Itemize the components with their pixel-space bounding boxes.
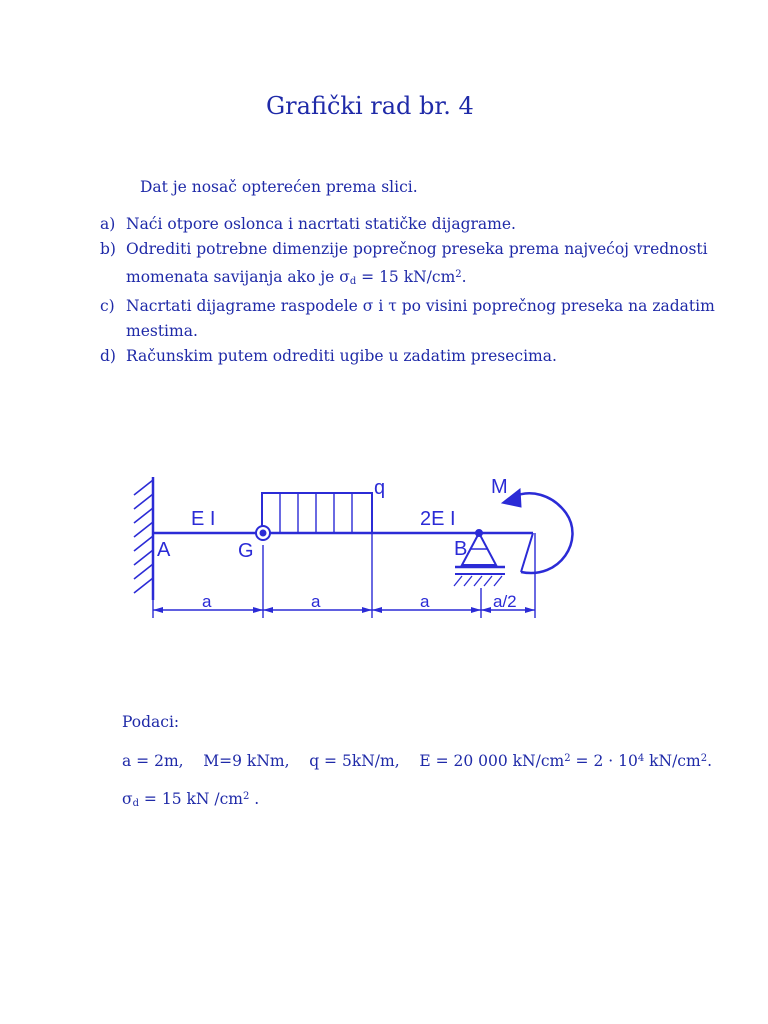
data-text: . [249, 790, 260, 808]
task-text-part: . [461, 268, 467, 286]
task-text-part: = 15 kN/cm [356, 268, 456, 286]
data-line-2 [122, 790, 259, 809]
dim-label-2: a [311, 592, 321, 611]
task-text-part: Nacrtati dijagrame raspodele [126, 297, 363, 315]
superscript: 4 [637, 753, 645, 764]
label-a: A [157, 539, 171, 561]
label-2ei: 2E I [420, 508, 456, 530]
data-text: kN/cm [644, 752, 701, 770]
data-text: = 2 · 10 [570, 752, 638, 770]
task-text: Računskim putem odrediti ugibe u zadatim presecima. [126, 347, 557, 365]
label-g: G [238, 540, 254, 562]
distributed-load [262, 493, 372, 533]
data-line-1 [122, 752, 712, 770]
label-q: q [374, 477, 386, 499]
hinge-g-center [261, 531, 266, 536]
label-ei: E I [191, 508, 216, 530]
task-text-part: po visini poprečnog preseka na zadatim mestima. [126, 297, 715, 340]
wall-hatching [134, 480, 153, 593]
sigma-symbol: σ [122, 790, 133, 808]
superscript: 2 [242, 791, 250, 802]
label-b: B [454, 538, 468, 560]
unit-superscript: 2 [455, 269, 462, 280]
dim-label-1: a [202, 592, 212, 611]
task-label: d) [100, 347, 116, 365]
sigma-symbol: σ [339, 268, 350, 286]
intro-text: Dat je nosač opterećen prema slici. [140, 178, 418, 196]
data-text: . [707, 752, 712, 770]
data-text: = 15 kN /cm [139, 790, 243, 808]
load-arrows [280, 493, 352, 533]
data-heading: Podaci: [122, 713, 180, 731]
subscript: d [132, 798, 139, 809]
task-label: c) [100, 297, 115, 315]
dim-label-4: a/2 [493, 592, 517, 611]
label-m: M [491, 476, 508, 498]
task-text: Naći otpore oslonca i nacrtati statičke dijagrame. [126, 215, 516, 233]
tau-symbol: τ [388, 297, 397, 315]
page-title: Grafički rad br. 4 [266, 92, 474, 120]
task-text-part: i [373, 297, 389, 315]
sigma-subscript: d [349, 276, 357, 287]
moment-lever [521, 533, 533, 572]
sigma-symbol: σ [362, 297, 374, 315]
superscript: 2 [564, 753, 571, 764]
dim-label-3: a [420, 592, 430, 611]
task-label: a) [100, 215, 116, 233]
data-text: a = 2m, M=9 kNm, q = 5kN/m, E = 20 000 kN/cm [122, 752, 565, 770]
task-label: b) [100, 240, 116, 258]
task-text-part: Odrediti potrebne dimenzije poprečnog preseka prema najvećoj vrednosti momenata savijanja ako je [126, 240, 708, 286]
superscript: 2 [700, 753, 708, 764]
